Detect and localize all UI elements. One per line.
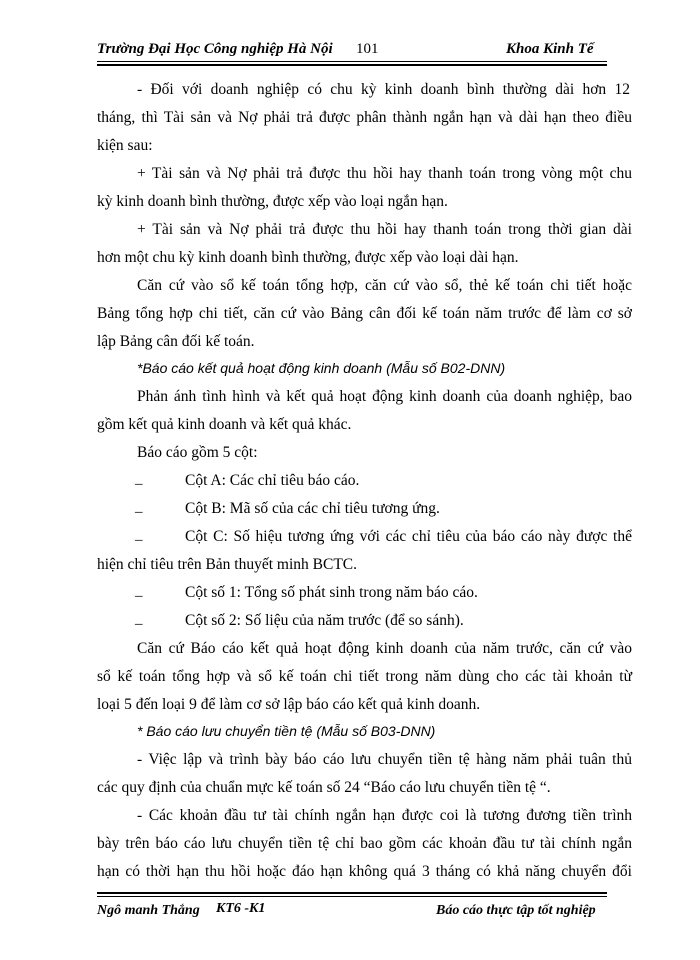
body-line: hạn có thời hạn thu hồi hoặc đáo hạn không quá 3 tháng có khả năng chuyển đổi (97, 863, 632, 880)
body-line: kỳ kinh doanh bình thường, được xếp vào loại ngắn hạn. (97, 193, 448, 210)
list-item: Cột B: Mã số của các chỉ tiêu tương ứng. (185, 500, 440, 517)
list-item: Cột số 1: Tổng số phát sinh trong năm báo cáo. (185, 584, 478, 601)
header-rule-thin (97, 61, 607, 62)
body-line: tháng, thì Tài sản và Nợ phải trả được phân thành ngắn hạn và dài hạn theo điều (97, 109, 632, 126)
footer-rule-thin (97, 896, 607, 897)
body-line: Bảng tổng hợp chi tiết, căn cứ vào Bảng cân đối kế toán năm trước để làm cơ sở (97, 305, 632, 322)
body-line: loại 5 đến loại 9 để làm cơ sở lập báo cáo kết quả kinh doanh. (97, 696, 481, 713)
header-rule-thick (97, 64, 607, 66)
body-line: hiện chỉ tiêu trên Bản thuyết minh BCTC. (97, 556, 358, 573)
body-line: Căn cứ Báo cáo kết quả hoạt động kinh doanh của năm trước, căn cứ vào (137, 640, 632, 657)
list-bullet: _ (135, 611, 143, 627)
footer-report-title: Báo cáo thực tập tốt nghiệp (436, 903, 596, 918)
list-item: Cột C: Số hiệu tương ứng với các chỉ tiêu của báo cáo này được thể (185, 528, 632, 545)
body-line: sổ kế toán tổng hợp và sổ kế toán chi tiết trong năm dùng cho các tài khoản từ (97, 668, 632, 685)
body-line: các quy định của chuẩn mực kế toán số 24 “Báo cáo lưu chuyển tiền tệ “. (97, 779, 551, 796)
body-line: bày trên báo cáo lưu chuyển tiền tệ chỉ bao gồm các khoản đầu tư tài chính ngắn (97, 835, 632, 852)
body-line: gồm kết quả kinh doanh và kết quả khác. (97, 416, 352, 433)
footer-class: KT6 -K1 (216, 901, 266, 916)
section-heading: * Báo cáo lưu chuyển tiền tệ (Mẫu số B03-DNN) (137, 723, 436, 739)
header-school: Trường Đại Học Công nghiệp Hà Nội (97, 41, 333, 57)
footer-rule-thick (97, 892, 607, 894)
list-bullet: _ (135, 471, 143, 487)
body-line: kiện sau: (97, 137, 153, 154)
list-item: Cột số 2: Số liệu của năm trước (để so sánh). (185, 612, 464, 629)
list-bullet: _ (135, 499, 143, 515)
footer-author: Ngô manh Thắng (97, 903, 200, 918)
section-heading: *Báo cáo kết quả hoạt động kinh doanh (Mẫu số B02-DNN) (137, 360, 506, 376)
body-line: + Tài sản và Nợ phải trả được thu hồi hay thanh toán trong thời gian dài (137, 221, 632, 238)
body-line: - Đối với doanh nghiệp có chu kỳ kinh doanh bình thường dài hơn 12 (137, 81, 630, 98)
list-bullet: _ (135, 527, 143, 543)
header-page-number: 101 (356, 41, 379, 57)
body-line: - Việc lập và trình bày báo cáo lưu chuyển tiền tệ hàng năm phải tuân thủ (137, 751, 632, 768)
header-faculty: Khoa Kinh Tế (506, 41, 594, 57)
body-line: - Các khoản đầu tư tài chính ngắn hạn được coi là tương đương tiền trình (137, 807, 632, 824)
body-line: hơn một chu kỳ kinh doanh bình thường, được xếp vào loại dài hạn. (97, 249, 519, 266)
list-item: Cột A: Các chỉ tiêu báo cáo. (185, 472, 360, 489)
list-bullet: _ (135, 583, 143, 599)
body-line: Báo cáo gồm 5 cột: (137, 444, 258, 461)
body-line: Căn cứ vào sổ kế toán tổng hợp, căn cứ vào sổ, thẻ kế toán chi tiết hoặc (137, 277, 632, 294)
body-line: + Tài sản và Nợ phải trả được thu hồi hay thanh toán trong vòng một chu (137, 165, 632, 182)
body-line: lập Bảng cân đối kế toán. (97, 333, 255, 350)
body-line: Phản ánh tình hình và kết quả hoạt động kinh doanh của doanh nghiệp, bao (137, 388, 632, 405)
